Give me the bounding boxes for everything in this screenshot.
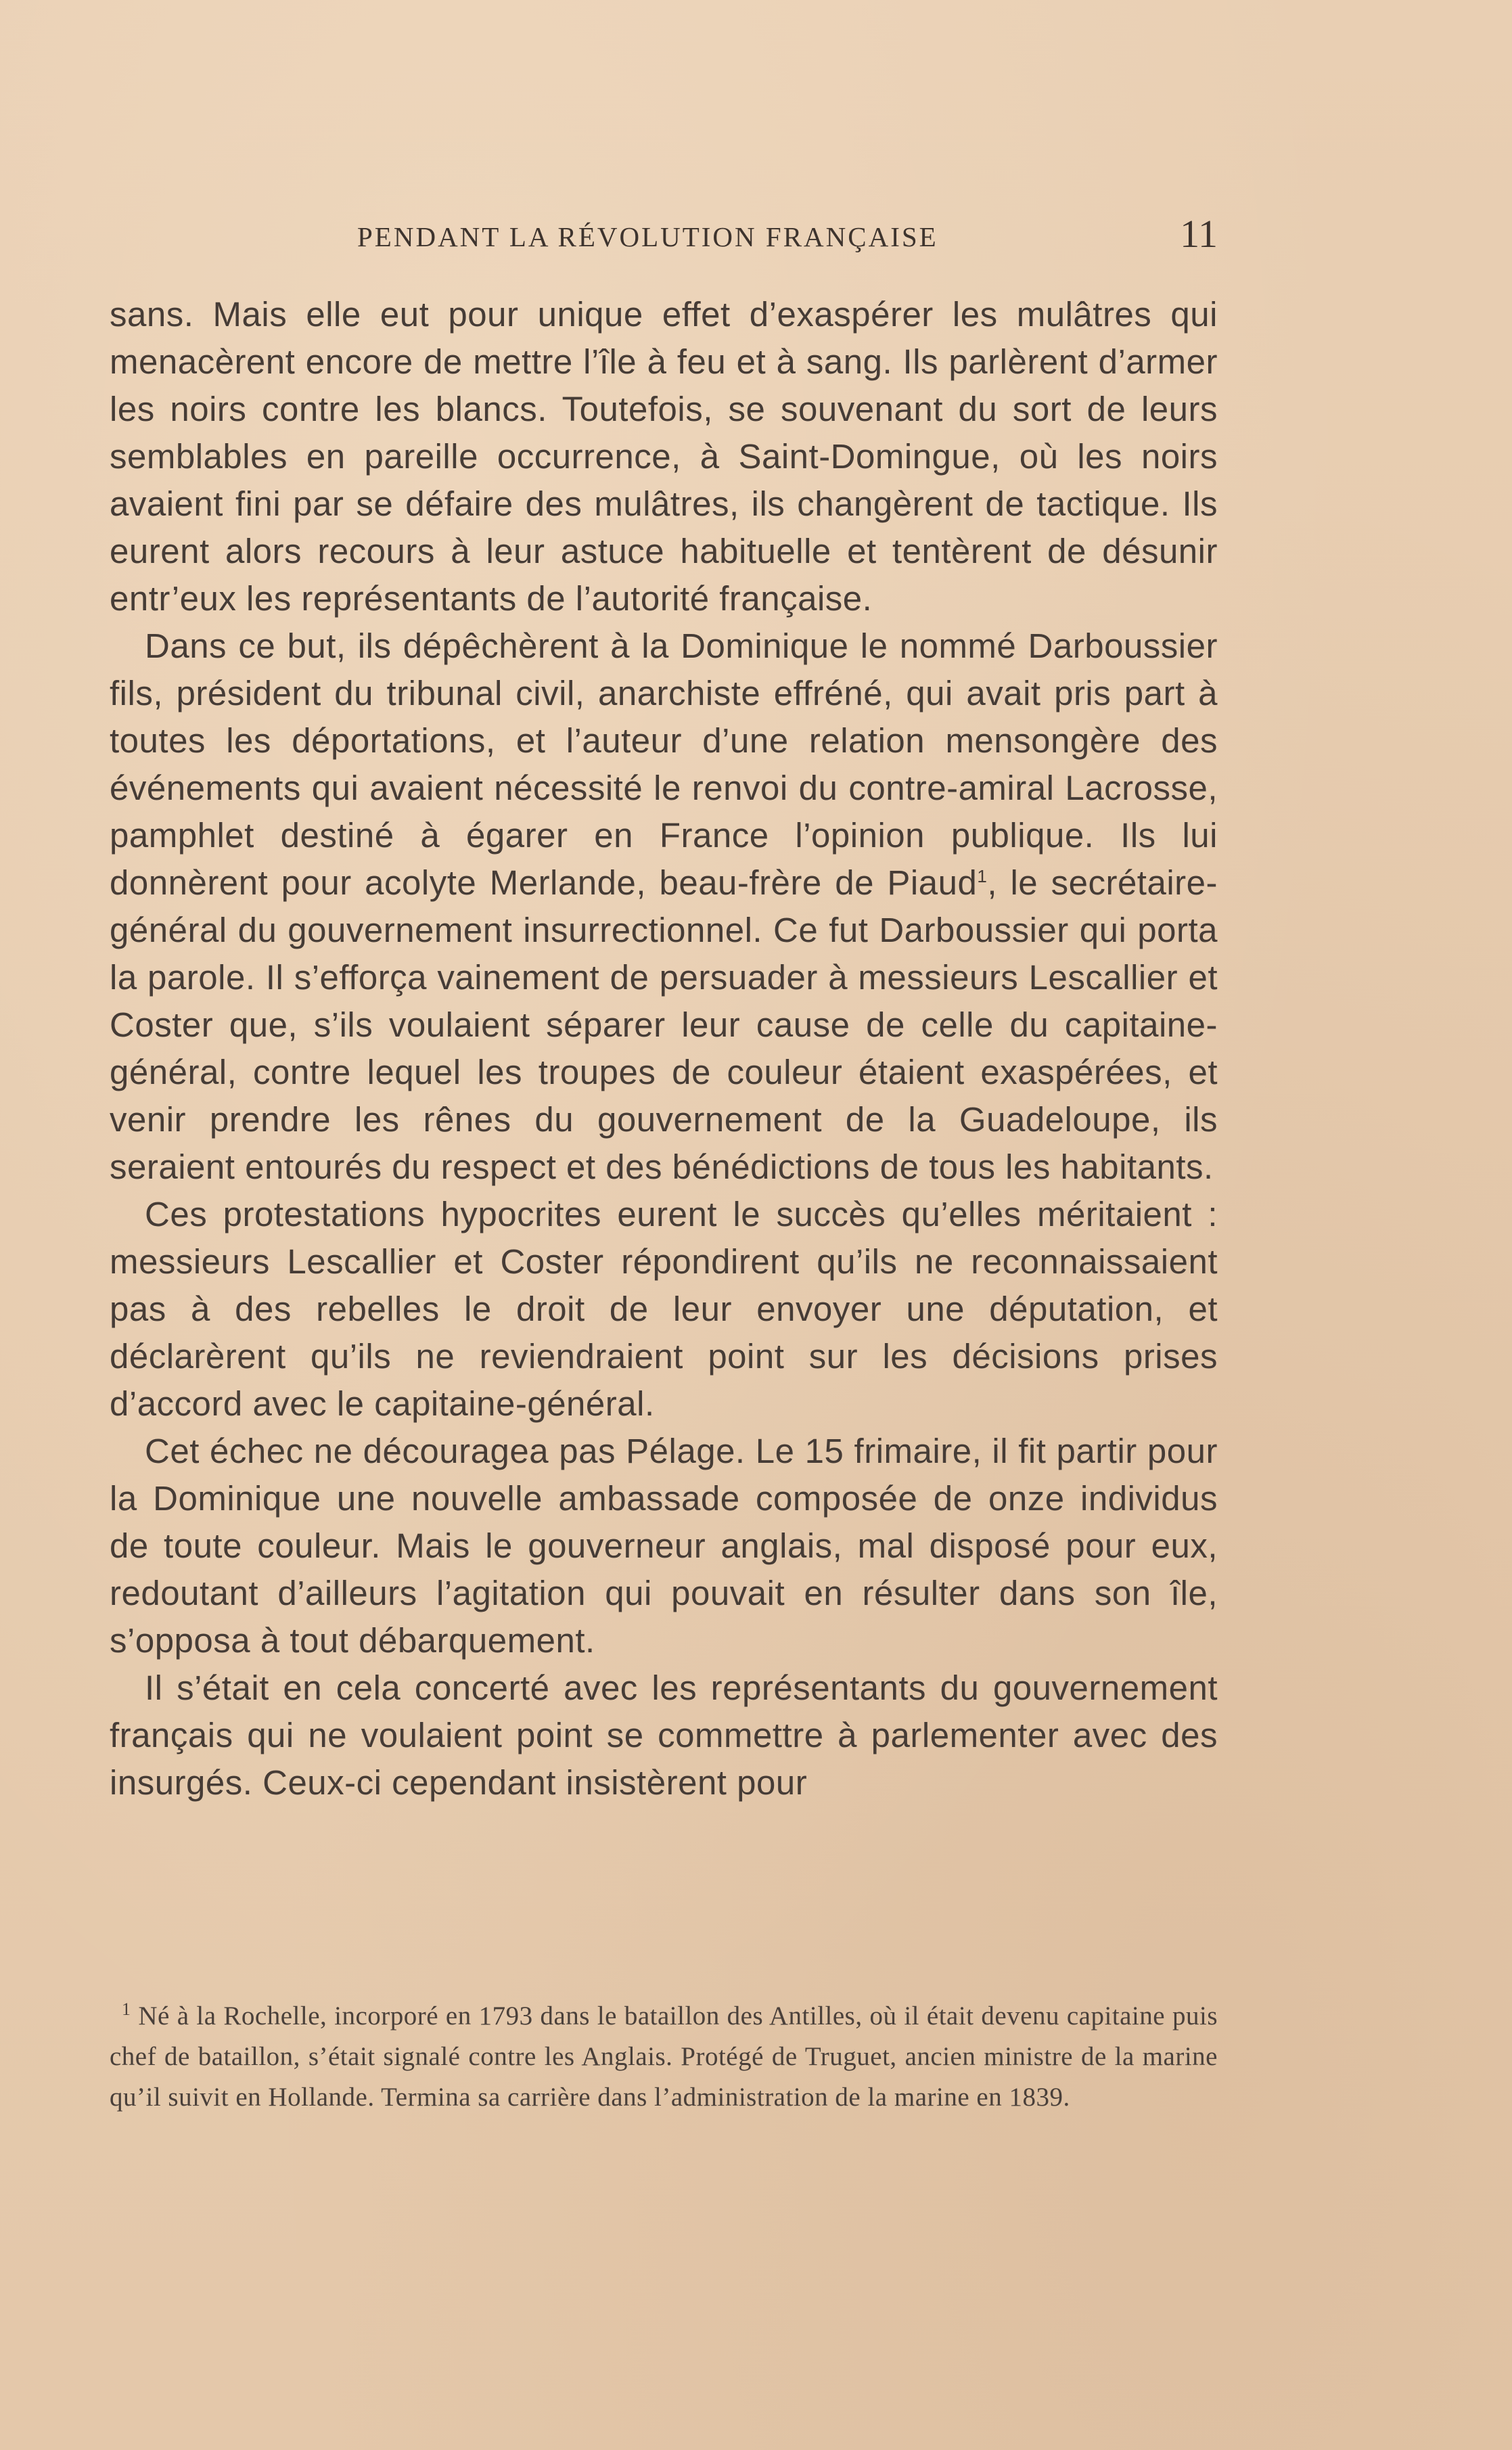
page-header [357, 212, 1218, 256]
paragraph-5: Il s’était en cela concerté avec les représentants du gouvernement français qui ne voulaient point se commettre à parlementer avec des insurgés. Ceux-ci cependant insistèrent pour [110, 1669, 1218, 1802]
paragraph-2-text-end: , le secrétaire-général du gouvernement insurrectionnel. Ce fut Darboussier qui porta la parole. Il s’efforça vainement de persuader à messieurs Lescallier et Coster que, s’ils voulaient séparer leur cause de celle du capitaine-général, contre lequel les troupes de couleur étaient exaspérées, et venir prendre les rênes du gouvernement de la Guadeloupe, ils seraient entourés du respect et des bénédictions de tous les habitants. [110, 863, 1218, 1186]
paragraph-2-text-start: Dans ce but, ils dépêchèrent à la Dominique le nommé Darboussier fils, président du tribunal civil, anarchiste effréné, qui avait pris part à toutes les déportations, et l’auteur d’une relation mensongère des événements qui avaient nécessité le renvoi du contre-amiral Lacrosse, pamphlet destiné à égarer en France l’opinion publique. Ils lui donnèrent pour acolyte Merlande, beau-frère de Piaud [110, 627, 1218, 902]
running-title: PENDANT LA RÉVOLUTION FRANÇAISE [357, 221, 938, 252]
footnote-text: Né à la Rochelle, incorporé en 1793 dans le bataillon des Antilles, où il était devenu capitaine puis chef de bataillon, s’était signalé contre les Anglais. Protégé de Truguet, ancien ministre de la marine qu’il suivit en Hollande. Termina sa carrière dans l’administration de la marine en 1839. [110, 2001, 1218, 2112]
paragraph-4: Cet échec ne découragea pas Pélage. Le 15 frimaire, il fit partir pour la Dominique une nouvelle ambassade composée de onze individus de toute couleur. Mais le gouverneur anglais, mal disposé pour eux, redoutant d’ailleurs l’agitation qui pouvait en résulter dans son île, s’opposa à tout débarquement. [110, 1432, 1218, 1660]
paragraph-2 [110, 622, 1218, 1191]
main-text [110, 291, 1218, 1807]
paragraph-1: sans. Mais elle eut pour unique effet d’exaspérer les mulâtres qui menacèrent encore de mettre l’île à feu et à sang. Ils parlèrent d’armer les noirs contre les blancs. Toutefois, se souvenant du sort de leurs semblables en pareille occurrence, à Saint-Domingue, où les noirs avaient fini par se défaire des mulâtres, ils changèrent de tactique. Ils eurent alors recours à leur astuce habituelle et tentèrent de désunir entr’eux les représentants de l’autorité française. [110, 295, 1218, 618]
footnote-marker: 1 [122, 1999, 131, 2019]
footnote-1 [110, 1996, 1218, 2118]
footnotes [110, 1996, 1218, 2118]
paragraph-3: Ces protestations hypocrites eurent le succès qu’elles méritaient : messieurs Lescallier et Coster répondirent qu’ils ne reconnaissaient pas à des rebelles le droit de leur envoyer une députation, et déclarèrent qu’ils ne reviendraient point sur les décisions prises d’accord avec le capitaine-général. [110, 1195, 1218, 1423]
footnote-reference: 1 [977, 866, 988, 886]
page-number: 11 [1180, 212, 1218, 256]
